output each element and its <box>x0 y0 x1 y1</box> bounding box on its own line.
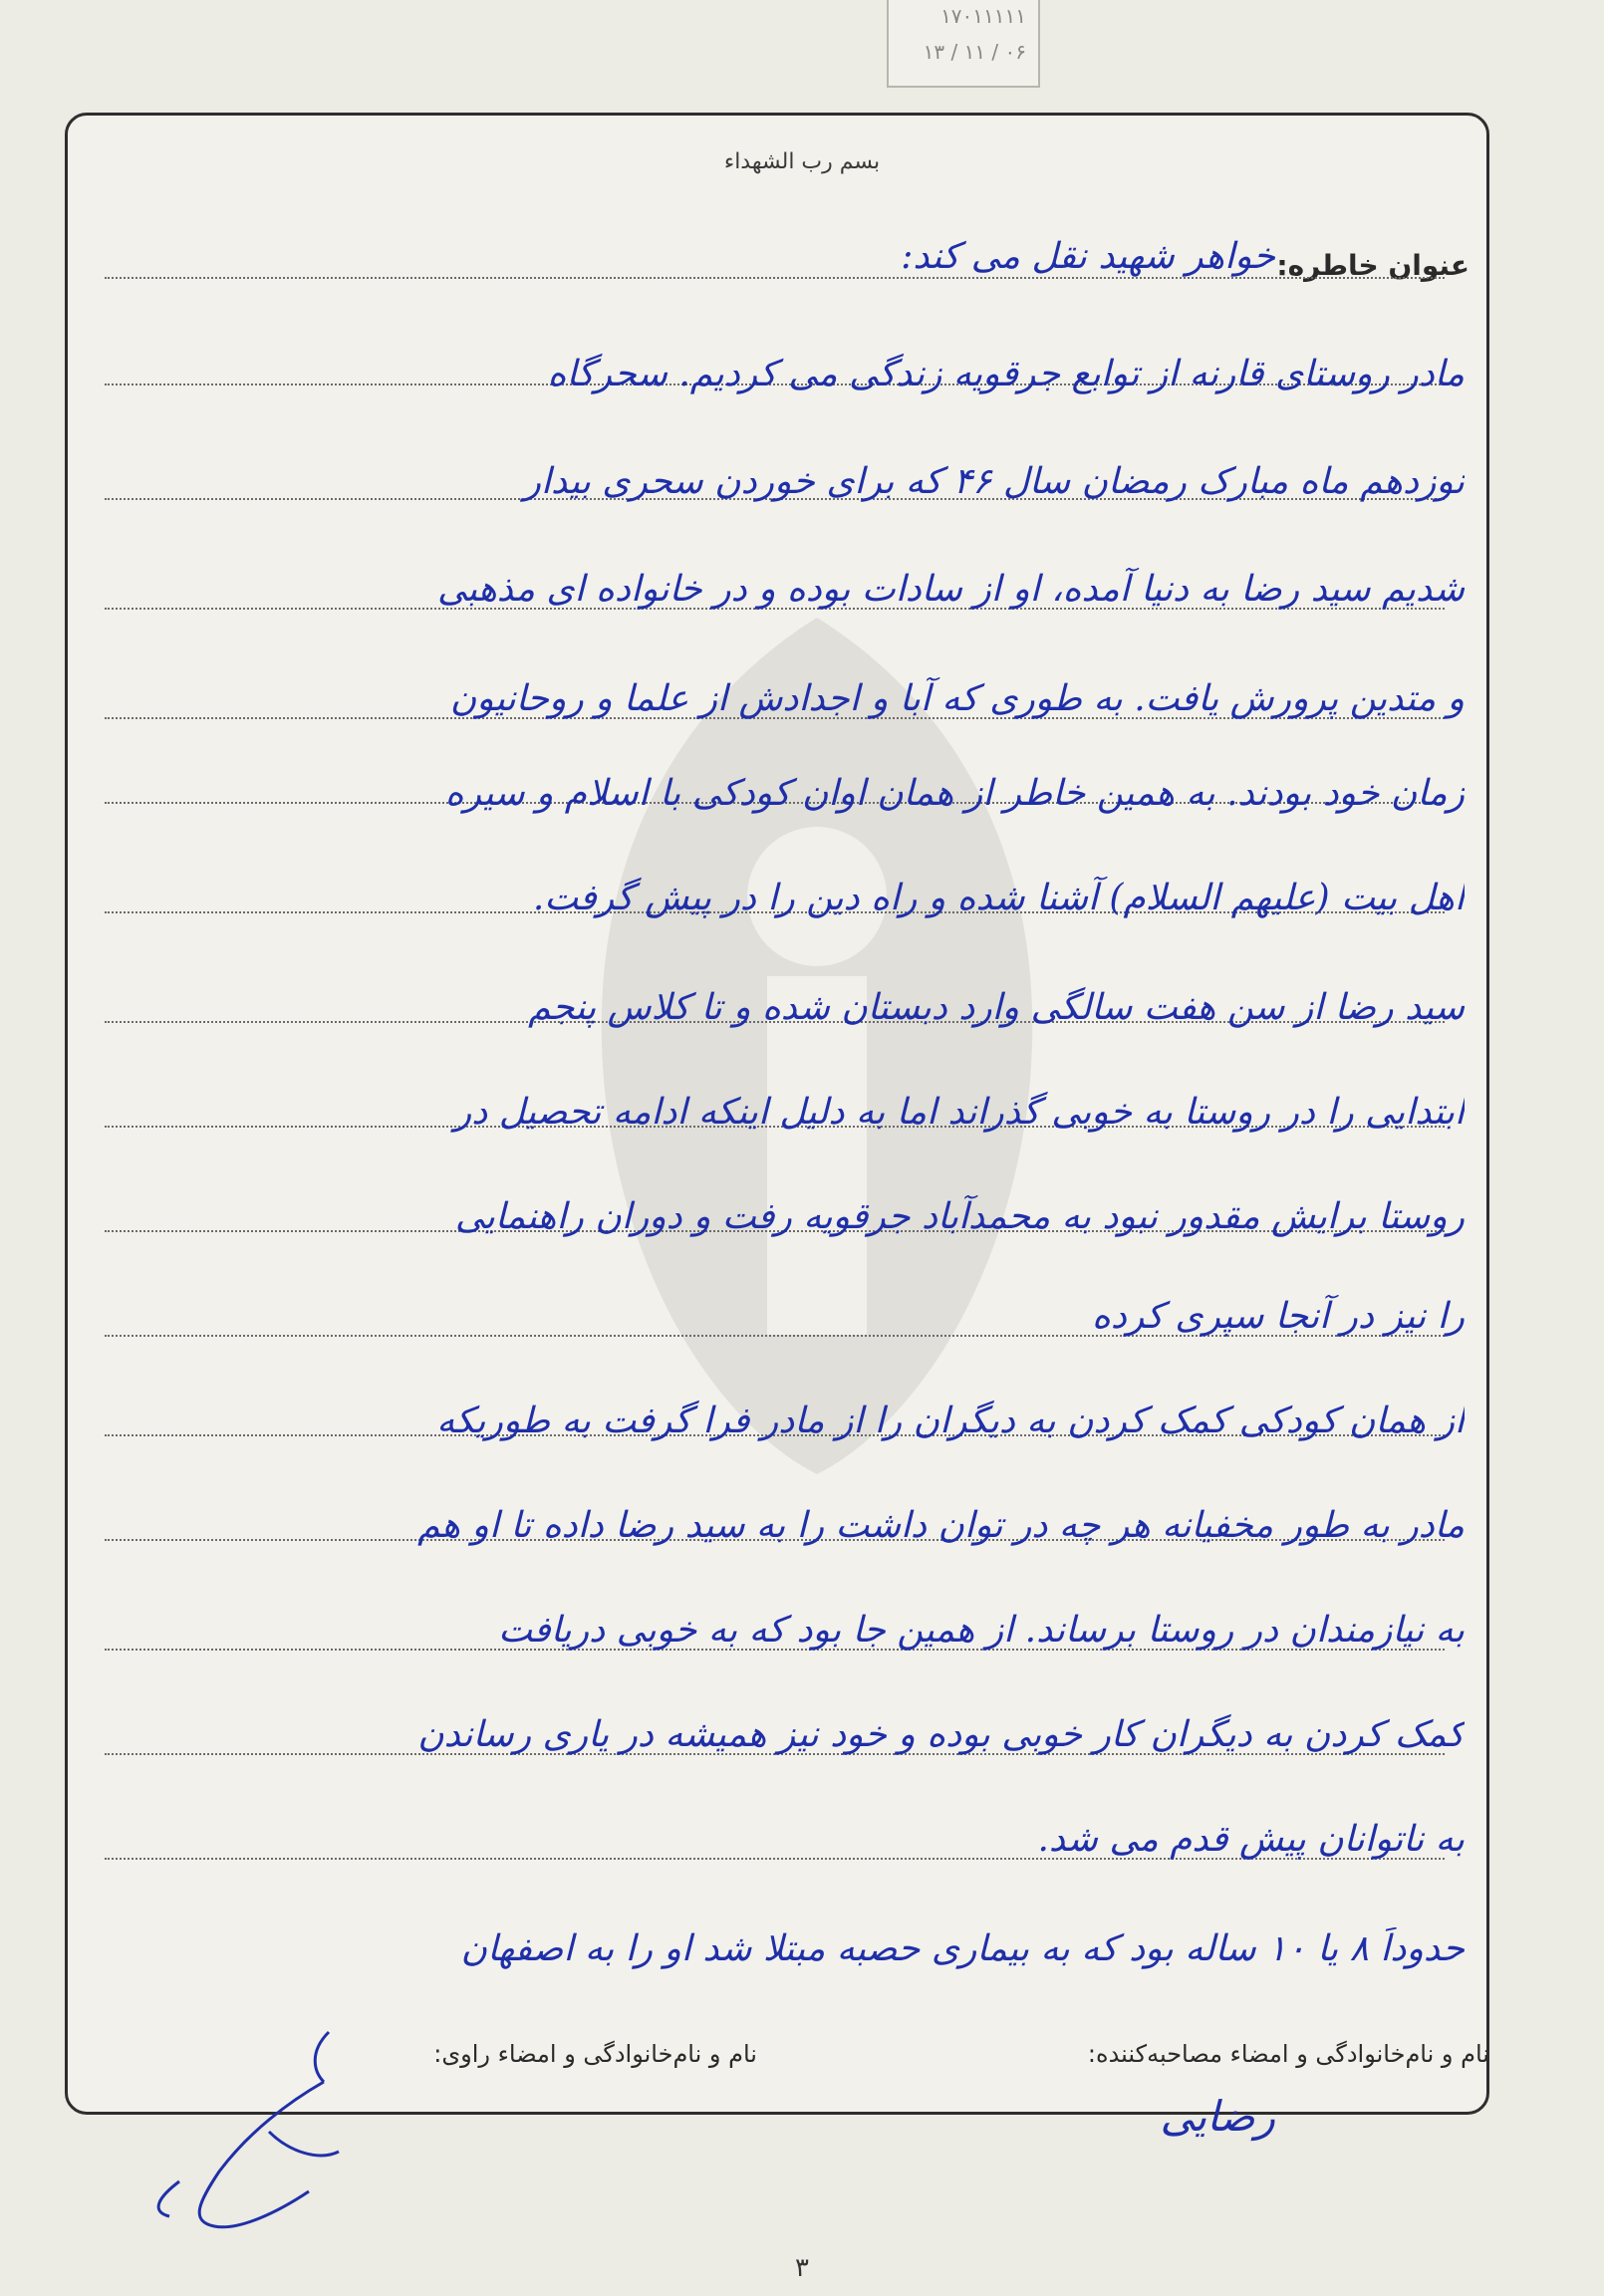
memory-text-line: نوزدهم ماه مبارک رمضان سال ۴۶ که برای خوردن سحری بیدار <box>523 461 1465 502</box>
memory-text-line: زمان خود بودند. به همین خاطر از همان اوان کودکی با اسلام و سیره <box>444 773 1465 814</box>
memory-text-line: ابتدایی را در روستا به خوبی گذراند اما به دلیل اینکه ادامه تحصیل در <box>453 1092 1465 1133</box>
memory-title-label: عنوان خاطره: <box>1276 249 1470 282</box>
memory-text-line: سید رضا از سن هفت سالگی وارد دبستان شده و تا کلاس پنجم <box>528 987 1465 1028</box>
stamp-line-2: ۰۶ / ۱۱ / ۱۳ <box>923 40 1026 64</box>
narrator-signature-label: نام و نام‌خانوادگی و امضاء راوی: <box>433 2040 757 2068</box>
registration-stamp <box>887 0 1040 88</box>
memory-text-line: کمک کردن به دیگران کار خوبی بوده و خود نیز همیشه در یاری رساندن <box>417 1714 1465 1755</box>
memory-text-line: را نیز در آنجا سپری کرده <box>1092 1296 1465 1337</box>
memory-text-line: حدوداً ۸ یا ۱۰ ساله بود که به بیماری حصبه مبتلا شد او را به اصفهان <box>460 1928 1465 1969</box>
interviewer-signature-text: رضایی <box>1160 2092 1275 2141</box>
narrator-signature <box>120 2012 359 2241</box>
memory-text-line: مادر به طور مخفیانه هر چه در توان داشت را به سید رضا داده تا او هم <box>417 1505 1465 1546</box>
memory-text-line: از همان کودکی کمک کردن به دیگران را از مادر فرا گرفت به طوریکه <box>436 1401 1465 1441</box>
interviewer-signature-label: نام و نام‌خانوادگی و امضاء مصاحبه‌کننده: <box>1087 2040 1489 2068</box>
memory-text-line: به ناتوانان پیش قدم می شد. <box>1037 1819 1465 1860</box>
emblem-watermark <box>558 598 1076 1494</box>
memory-text-line: روستا برایش مقدور نبود به محمدآباد جرقویه رفت و دوران راهنمایی <box>454 1196 1465 1237</box>
page-number: ۳ <box>795 2253 809 2283</box>
stamp-line-1: ۱۷۰۱۱۱۱۱ <box>940 4 1026 28</box>
interviewer-signature <box>1136 2092 1275 2171</box>
memory-title-value: خواهر شهید نقل می کند: <box>901 236 1275 277</box>
memory-text-line: شدیم سید رضا به دنیا آمده، او از سادات بوده و در خانواده ای مذهبی <box>436 569 1465 610</box>
memory-text-line: به نیازمندان در روستا برساند. از همین جا بود که به خوبی دریافت <box>498 1610 1465 1651</box>
header-basmala: بسم رب الشهداء <box>723 149 881 174</box>
memory-text-line: مادر روستای قارنه از توابع جرقویه زندگی می کردیم. سحرگاه <box>547 354 1465 394</box>
memory-text-line: و متدین پرورش یافت. به طوری که آبا و اجدادش از علما و روحانیون <box>449 678 1465 719</box>
memory-text-line: اهل بیت (علیهم السلام) آشنا شده و راه دین را در پیش گرفت. <box>532 878 1465 918</box>
ruled-line <box>105 277 1445 279</box>
